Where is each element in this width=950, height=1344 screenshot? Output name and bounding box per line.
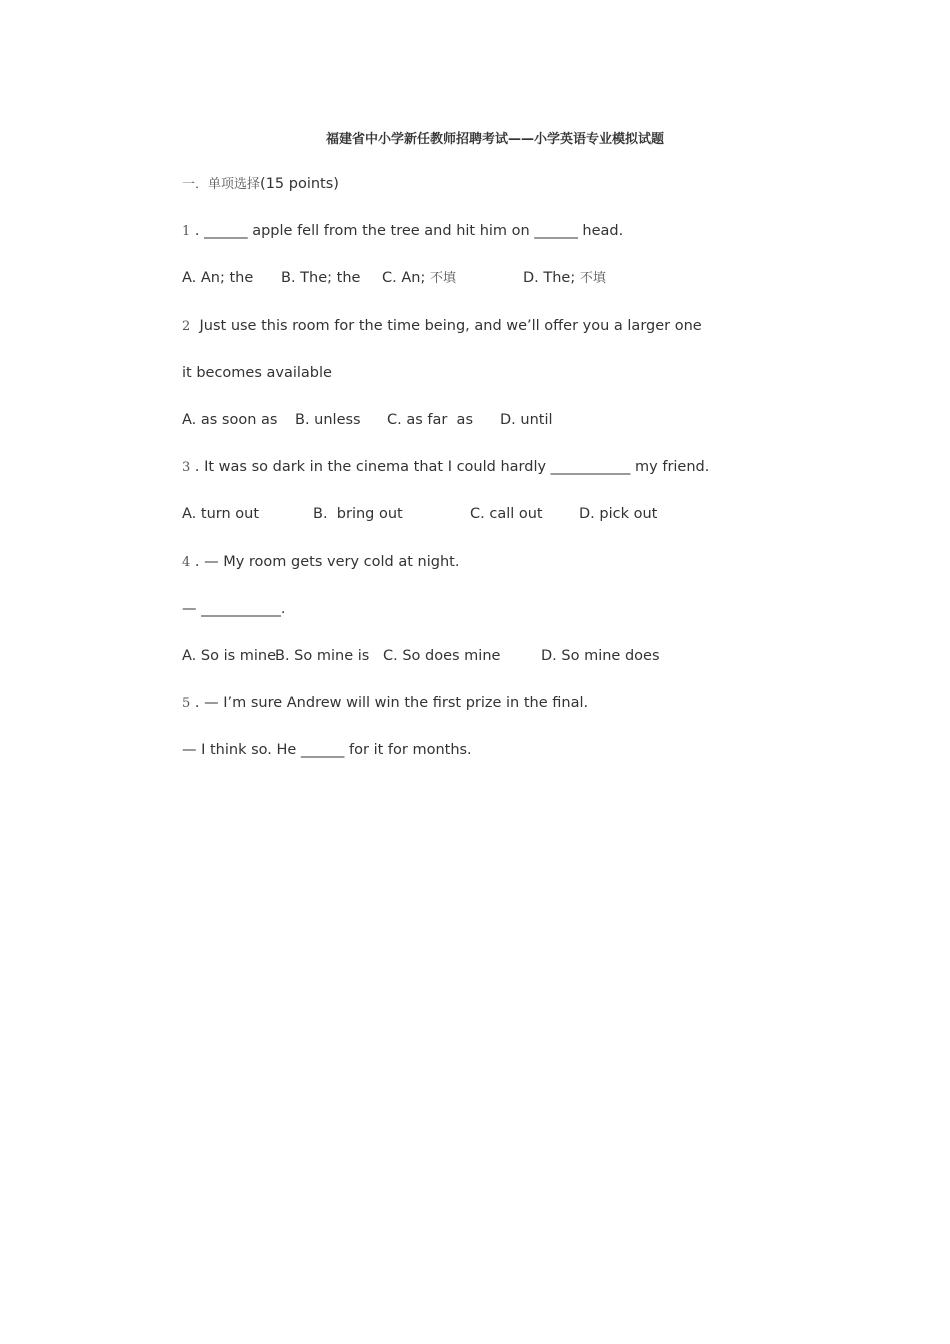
question-number: 1 <box>182 224 191 239</box>
q4-option-d: D. So mine does <box>541 648 660 664</box>
option-text-cn: 不填 <box>579 271 606 286</box>
option-text: D. The; <box>523 270 580 286</box>
section-label-cn: 单项选择 <box>208 177 261 192</box>
q4-option-c: C. So does mine <box>383 648 501 664</box>
section-prefix: 一． <box>182 177 209 192</box>
option-text-cn: 不填 <box>429 271 456 286</box>
question-stem: . It was so dark in the cinema that I could hardly ___________ my friend. <box>190 459 710 475</box>
q4-option-a: A. So is mine <box>182 648 277 664</box>
question-2-continued: it becomes available <box>182 365 332 381</box>
question-stem: . ______ apple fell from the tree and hit him on ______ head. <box>190 223 624 239</box>
q3-option-d: D. pick out <box>579 506 658 522</box>
question-5 <box>182 693 588 714</box>
q2-option-c: C. as far as <box>387 412 474 428</box>
option-text: A. An; the <box>182 270 254 286</box>
question-2 <box>182 316 702 337</box>
q4-option-b: B. So mine is <box>275 648 370 664</box>
question-5-continued: — I think so. He ______ for it for months. <box>182 742 472 758</box>
q2-option-b: B. unless <box>295 412 361 428</box>
q3-option-c: C. call out <box>470 506 543 522</box>
question-1 <box>182 221 623 242</box>
q1-option-b <box>281 268 360 288</box>
q3-option-a: A. turn out <box>182 506 260 522</box>
question-number: 3 <box>182 460 191 475</box>
section-header <box>182 174 339 195</box>
question-stem: Just use this room for the time being, and we’ll offer you a larger one <box>190 318 702 334</box>
question-3 <box>182 457 709 478</box>
option-text: B. The; the <box>281 270 361 286</box>
q1-option-c <box>382 268 456 289</box>
question-4 <box>182 552 459 573</box>
question-number: 5 <box>182 696 191 711</box>
q3-option-b: B. bring out <box>313 506 403 522</box>
q2-option-a: A. as soon as <box>182 412 278 428</box>
q1-option-d <box>523 268 606 289</box>
option-text: C. An; <box>382 270 430 286</box>
page-title: 福建省中小学新任教师招聘考试——小学英语专业模拟试题 <box>325 132 664 147</box>
question-number: 2 <box>182 319 191 334</box>
question-4-continued: — ___________. <box>182 601 286 617</box>
question-stem: . — My room gets very cold at night. <box>190 554 460 570</box>
q1-option-a <box>182 268 253 288</box>
question-stem: . — I’m sure Andrew will win the first prize in the final. <box>190 695 589 711</box>
question-number: 4 <box>182 555 191 570</box>
section-label-en: (15 points) <box>260 176 339 192</box>
q2-option-d: D. until <box>500 412 553 428</box>
